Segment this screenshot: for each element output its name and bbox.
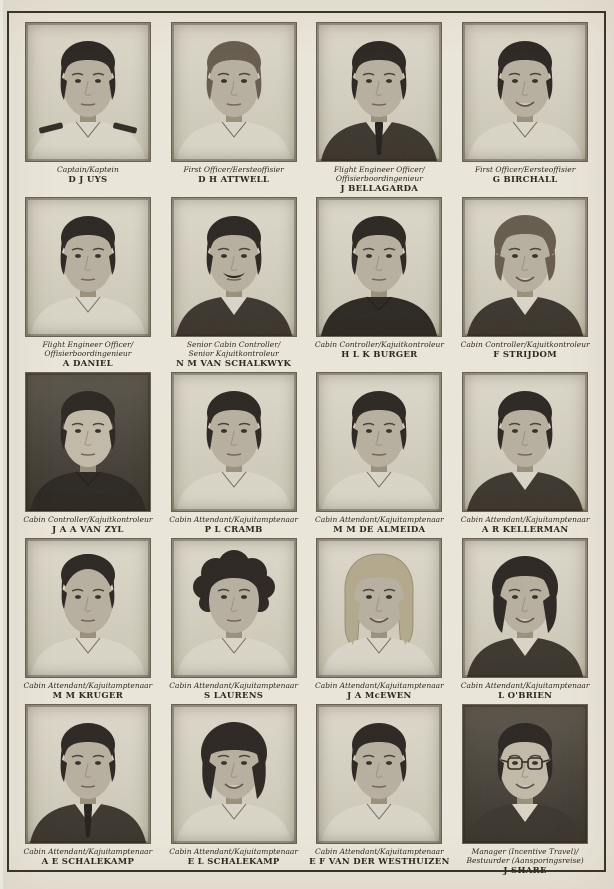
crew-caption — [183, 165, 283, 185]
crew-role-lines — [183, 165, 283, 174]
crew-caption — [315, 340, 444, 360]
crew-role: Captain/Kaptein — [56, 165, 119, 174]
crew-role-lines — [315, 515, 444, 524]
crew-role: Offisierboordingenieur — [335, 174, 423, 183]
crew-member-card — [452, 701, 598, 876]
crew-role: Cabin Controller/Kajuitkontroleur — [314, 340, 444, 349]
crew-caption — [24, 847, 153, 867]
crew-member-card — [307, 701, 453, 876]
crew-member-card — [452, 194, 598, 369]
crew-role-lines — [23, 515, 152, 524]
crew-role: First Officer/Eersteoffisier — [474, 165, 576, 174]
crew-name: D J UYS — [68, 175, 108, 185]
crew-name: A DANIEL — [62, 359, 113, 369]
crew-role: Cabin Controller/Kajuitkontroleur — [460, 340, 590, 349]
crew-name: E L SCHALEKAMP — [187, 857, 280, 867]
portrait-photo — [25, 538, 151, 678]
crew-caption — [42, 340, 133, 369]
crew-caption — [23, 515, 152, 535]
crew-role-lines — [24, 847, 153, 856]
crew-member-card — [15, 19, 161, 194]
crew-role-lines — [57, 165, 119, 174]
crew-member-card — [161, 194, 307, 369]
crew-caption — [315, 681, 444, 701]
crew-role: First Officer/Eersteoffisier — [183, 165, 284, 174]
crew-name: E F VAN DER WESTHUIZEN — [309, 857, 450, 867]
crew-role-lines — [461, 515, 590, 524]
crew-name: A E SCHALEKAMP — [41, 857, 135, 867]
crew-member-card — [161, 535, 307, 701]
crew-role: Cabin Attendant/Kajuitamptenaar — [169, 847, 298, 856]
crew-role: Senior Cabin Controller/ — [186, 340, 281, 349]
portrait-photo — [316, 372, 442, 512]
crew-member-card — [15, 369, 161, 535]
crew-role-lines — [475, 165, 575, 174]
portrait-photo — [462, 538, 588, 678]
crew-caption — [176, 340, 291, 369]
crew-caption — [169, 847, 298, 867]
crew-role: Bestuurder (Aansporingsreise) — [466, 856, 584, 865]
crew-role-lines — [315, 681, 444, 690]
crew-role-lines — [24, 681, 153, 690]
crew-role: Cabin Attendant/Kajuitamptenaar — [169, 515, 298, 524]
crew-member-card — [307, 19, 453, 194]
portrait-photo — [171, 22, 297, 162]
crew-member-card — [161, 19, 307, 194]
portrait-photo — [462, 197, 588, 337]
crew-caption — [475, 165, 575, 185]
page-border-frame — [7, 11, 606, 876]
crew-name: J A McEWEN — [347, 691, 412, 701]
portrait-photo — [316, 538, 442, 678]
crew-role-lines — [169, 681, 298, 690]
crew-role-lines — [467, 847, 584, 865]
crew-role-lines — [169, 515, 298, 524]
crew-member-card — [452, 369, 598, 535]
crew-member-card — [307, 535, 453, 701]
crew-name: H L K BURGER — [341, 350, 418, 360]
crew-role-lines — [309, 847, 450, 856]
crew-role: Flight Engineer Officer/ — [333, 165, 425, 174]
crew-role-lines — [461, 340, 590, 349]
portrait-photo — [171, 372, 297, 512]
crew-role-lines — [176, 340, 291, 358]
crew-name: A R KELLERMAN — [481, 525, 569, 535]
crew-member-card — [307, 194, 453, 369]
crew-caption — [467, 847, 584, 876]
crew-role: Cabin Attendant/Kajuitamptenaar — [315, 681, 444, 690]
crew-caption — [461, 515, 590, 535]
crew-member-card — [15, 535, 161, 701]
crew-role: Cabin Attendant/Kajuitamptenaar — [460, 515, 590, 524]
crew-role: Cabin Attendant/Kajuitamptenaar — [315, 515, 444, 524]
portrait-photo — [25, 372, 151, 512]
crew-caption — [24, 681, 153, 701]
crew-name: J SHARE — [503, 866, 547, 876]
portrait-photo — [171, 704, 297, 844]
crew-name: M M KRUGER — [52, 691, 124, 701]
crew-member-card — [161, 701, 307, 876]
portrait-photo — [316, 704, 442, 844]
crew-caption — [309, 847, 450, 867]
crew-role: Manager (Incentive Travel)/ — [471, 847, 579, 856]
crew-role-lines — [334, 165, 425, 183]
crew-caption — [461, 340, 590, 360]
portrait-photo — [171, 538, 297, 678]
crew-role: Flight Engineer Officer/ — [42, 340, 134, 349]
crew-role-lines — [461, 681, 590, 690]
crew-name: M M DE ALMEIDA — [333, 525, 426, 535]
portrait-photo — [25, 704, 151, 844]
crew-caption — [57, 165, 119, 185]
crew-role: Offisierboordingenieur — [44, 349, 132, 358]
crew-name: N M VAN SCHALKWYK — [176, 359, 292, 369]
portrait-photo — [462, 704, 588, 844]
portrait-photo — [25, 197, 151, 337]
crew-member-card — [15, 701, 161, 876]
crew-member-card — [452, 19, 598, 194]
crew-role: Senior Kajuitkontroleur — [188, 349, 279, 358]
crew-name: G BIRCHALL — [492, 175, 558, 185]
crew-name: J A A VAN ZYL — [52, 525, 124, 535]
crew-member-card — [161, 369, 307, 535]
crew-role-lines — [169, 847, 298, 856]
crew-caption — [169, 681, 298, 701]
crew-caption — [334, 165, 425, 194]
crew-name: S LAURENS — [204, 691, 264, 701]
portrait-photo — [462, 22, 588, 162]
crew-role: Cabin Attendant/Kajuitamptenaar — [23, 847, 153, 856]
crew-name: L O'BRIEN — [498, 691, 553, 701]
crew-caption — [169, 515, 298, 535]
crew-caption — [315, 515, 444, 535]
crew-role: Cabin Controller/Kajuitkontroleur — [23, 515, 153, 524]
crew-name: F STRIJDOM — [493, 350, 557, 360]
crew-member-card — [307, 369, 453, 535]
crew-caption — [461, 681, 590, 701]
portrait-photo — [316, 197, 442, 337]
portrait-photo — [25, 22, 151, 162]
crew-member-card — [15, 194, 161, 369]
crew-role: Cabin Attendant/Kajuitamptenaar — [315, 847, 444, 856]
crew-role: Cabin Attendant/Kajuitamptenaar — [169, 681, 298, 690]
crew-member-card — [452, 535, 598, 701]
crew-role: Cabin Attendant/Kajuitamptenaar — [460, 681, 590, 690]
crew-name: J BELLAGARDA — [340, 184, 419, 194]
portrait-photo — [462, 372, 588, 512]
crew-name: D H ATTWELL — [198, 175, 270, 185]
crew-name: P L CRAMB — [204, 525, 263, 535]
crew-photo-grid — [9, 13, 604, 876]
crew-role: Cabin Attendant/Kajuitamptenaar — [23, 681, 153, 690]
portrait-photo — [316, 22, 442, 162]
portrait-photo — [171, 197, 297, 337]
crew-role-lines — [42, 340, 133, 358]
crew-role-lines — [315, 340, 444, 349]
